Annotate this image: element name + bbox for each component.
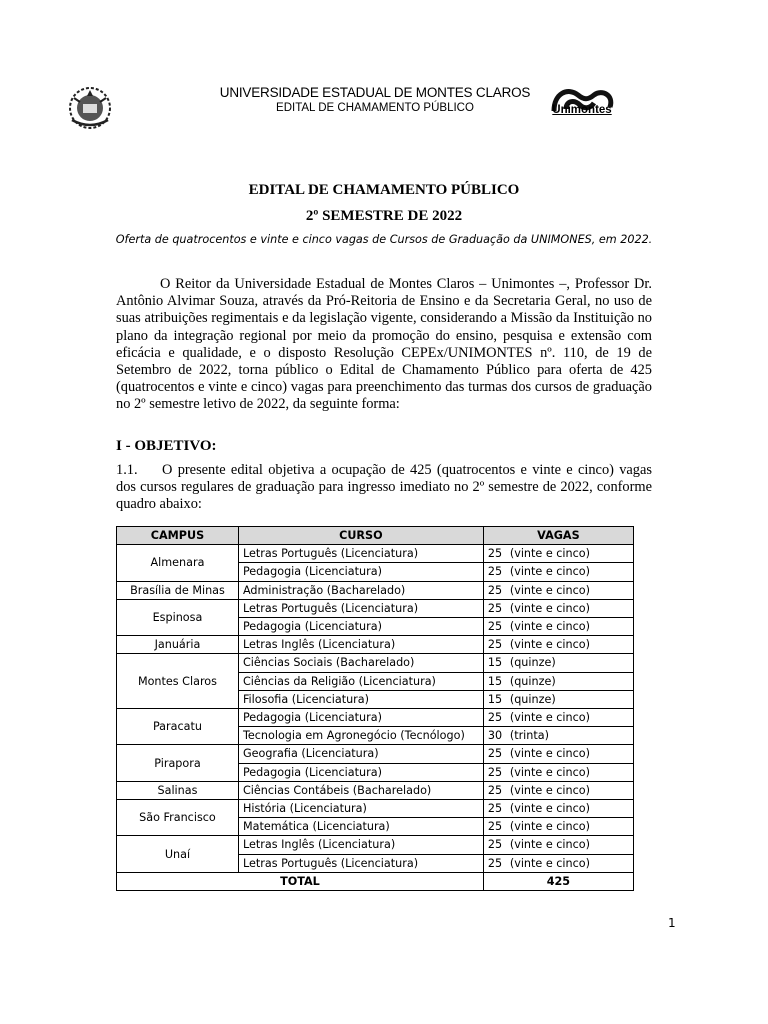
table-row [117,654,634,672]
intro-paragraph: O Reitor da Universidade Estadual de Montes Claros – Unimontes –, Professor Dr. Antônio Alvimar Souza, através da Pró-Reitoria de Ensino e da Secretaria Geral, no uso de suas atribuições regimentais e da legislação vigente, considerando a Missão da Instituição no plano da integração regional por meio da promoção do ensino, pesquisa e extensão com eficácia e qualidade, e o disposto Resolução CEPEx/UNIMONTES nº. 110, de 19 de Setembro de 2022, torna público o Edital de Chamamento Público para oferta de 425 (quatrocentos e vinte e cinco) vagas para preenchimento das turmas dos cursos de graduação no 2º semestre letivo de 2022, da seguinte forma: [116,276,652,413]
vagas-extenso: (vinte e cinco) [509,856,590,870]
curso-cell: Administração (Bacharelado) [238,581,483,599]
curso-cell: Letras Português (Licenciatura) [238,599,483,617]
campus-cell: Almenara [117,545,239,581]
col-header-campus: CAMPUS [117,527,239,545]
vagas-cell [483,545,633,563]
item-number: 1.1. [116,462,138,478]
vagas-number: 25 [487,620,503,634]
campus-cell: Brasília de Minas [117,581,239,599]
table-row [117,709,634,727]
document-subtitle: Oferta de quatrocentos e vinte e cinco vagas de Cursos de Graduação da UNIMONES, em 2022. [115,233,653,246]
table-header-row [117,527,634,545]
vagas-cell [483,800,633,818]
vagas-extenso: (vinte e cinco) [509,765,590,779]
vagas-number: 25 [487,601,503,615]
campus-cell: Montes Claros [117,654,239,709]
vagas-cell [483,690,633,708]
vagas-number: 25 [487,583,503,597]
vagas-extenso: (quinze) [509,674,556,688]
vagas-extenso: (quinze) [509,656,556,670]
curso-cell: Filosofia (Licenciatura) [238,690,483,708]
vagas-number: 25 [487,820,503,834]
document-title: EDITAL DE CHAMAMENTO PÚBLICO [248,182,520,198]
vagas-extenso: (quinze) [509,692,556,706]
university-name: UNIVERSIDADE ESTADUAL DE MONTES CLAROS [219,85,531,100]
vagas-extenso: (vinte e cinco) [509,620,590,634]
vagas-extenso: (vinte e cinco) [509,838,590,852]
vagas-extenso: (vinte e cinco) [509,747,590,761]
vagas-cell [483,636,633,654]
curso-cell: Ciências Contábeis (Bacharelado) [238,781,483,799]
vagas-number: 25 [487,856,503,870]
vagas-number: 25 [487,802,503,816]
unimontes-logo-text: Unimontes [552,104,612,116]
table-row [117,836,634,854]
item-text: O presente edital objetiva a ocupação de 425 (quatrocentos e vinte e cinco) vagas dos cursos regulares de graduação para ingresso imediato no 2º semestre de 2022, conforme quadro abaixo: [116,462,652,513]
total-label: TOTAL [117,872,484,890]
campus-cell: Pirapora [117,745,239,781]
table-row [117,599,634,617]
vagas-number: 25 [487,765,503,779]
vagas-extenso: (vinte e cinco) [509,565,590,579]
vagas-number: 30 [487,729,503,743]
vagas-number: 25 [487,747,503,761]
vagas-number: 15 [487,692,503,706]
vagas-extenso: (trinta) [509,729,549,743]
vagas-number: 25 [487,547,503,561]
vagas-number: 25 [487,783,503,797]
vagas-cell [483,709,633,727]
vagas-cell [483,745,633,763]
section-heading-objetivo: I - OBJETIVO: [116,438,217,454]
vagas-number: 25 [487,838,503,852]
campus-cell: São Francisco [117,800,239,836]
col-header-curso: CURSO [238,527,483,545]
item-1-1 [116,462,652,514]
curso-cell: Matemática (Licenciatura) [238,818,483,836]
vagas-extenso: (vinte e cinco) [509,802,590,816]
vagas-number: 25 [487,711,503,725]
vagas-cell [483,781,633,799]
vagas-cell [483,854,633,872]
vagas-extenso: (vinte e cinco) [509,820,590,834]
vagas-cell [483,818,633,836]
curso-cell: Pedagogia (Licenciatura) [238,618,483,636]
curso-cell: Ciências da Religião (Licenciatura) [238,672,483,690]
page-number: 1 [668,916,676,930]
vagas-number: 25 [487,565,503,579]
state-coat-of-arms-icon [66,84,114,132]
curso-cell: Ciências Sociais (Bacharelado) [238,654,483,672]
campus-cell: Januária [117,636,239,654]
curso-cell: Letras Inglês (Licenciatura) [238,836,483,854]
campus-cell: Paracatu [117,709,239,745]
vagas-cell [483,581,633,599]
curso-cell: Letras Português (Licenciatura) [238,545,483,563]
vagas-table [116,526,634,891]
curso-cell: História (Licenciatura) [238,800,483,818]
table-row [117,745,634,763]
table-row [117,581,634,599]
curso-cell: Pedagogia (Licenciatura) [238,763,483,781]
table-row [117,800,634,818]
curso-cell: Letras Português (Licenciatura) [238,854,483,872]
campus-cell: Unaí [117,836,239,872]
campus-cell: Espinosa [117,599,239,635]
col-header-vagas: VAGAS [483,527,633,545]
vagas-cell [483,618,633,636]
vagas-cell [483,763,633,781]
vagas-cell [483,563,633,581]
vagas-cell [483,654,633,672]
table-row [117,781,634,799]
campus-cell: Salinas [117,781,239,799]
vagas-number: 25 [487,638,503,652]
curso-cell: Letras Inglês (Licenciatura) [238,636,483,654]
total-value: 425 [483,872,633,890]
table-row [117,636,634,654]
vagas-cell [483,599,633,617]
vagas-number: 15 [487,656,503,670]
curso-cell: Geografia (Licenciatura) [238,745,483,763]
semester-title: 2º SEMESTRE DE 2022 [305,208,463,224]
vagas-number: 15 [487,674,503,688]
vagas-extenso: (vinte e cinco) [509,638,590,652]
header-subtitle: EDITAL DE CHAMAMENTO PÚBLICO [276,102,474,114]
vagas-cell [483,672,633,690]
curso-cell: Pedagogia (Licenciatura) [238,709,483,727]
table-row [117,545,634,563]
table-total-row [117,872,634,890]
vagas-extenso: (vinte e cinco) [509,783,590,797]
vagas-extenso: (vinte e cinco) [509,583,590,597]
vagas-extenso: (vinte e cinco) [509,601,590,615]
vagas-extenso: (vinte e cinco) [509,547,590,561]
curso-cell: Pedagogia (Licenciatura) [238,563,483,581]
vagas-cell [483,836,633,854]
vagas-extenso: (vinte e cinco) [509,711,590,725]
vagas-cell [483,727,633,745]
curso-cell: Tecnologia em Agronegócio (Tecnólogo) [238,727,483,745]
